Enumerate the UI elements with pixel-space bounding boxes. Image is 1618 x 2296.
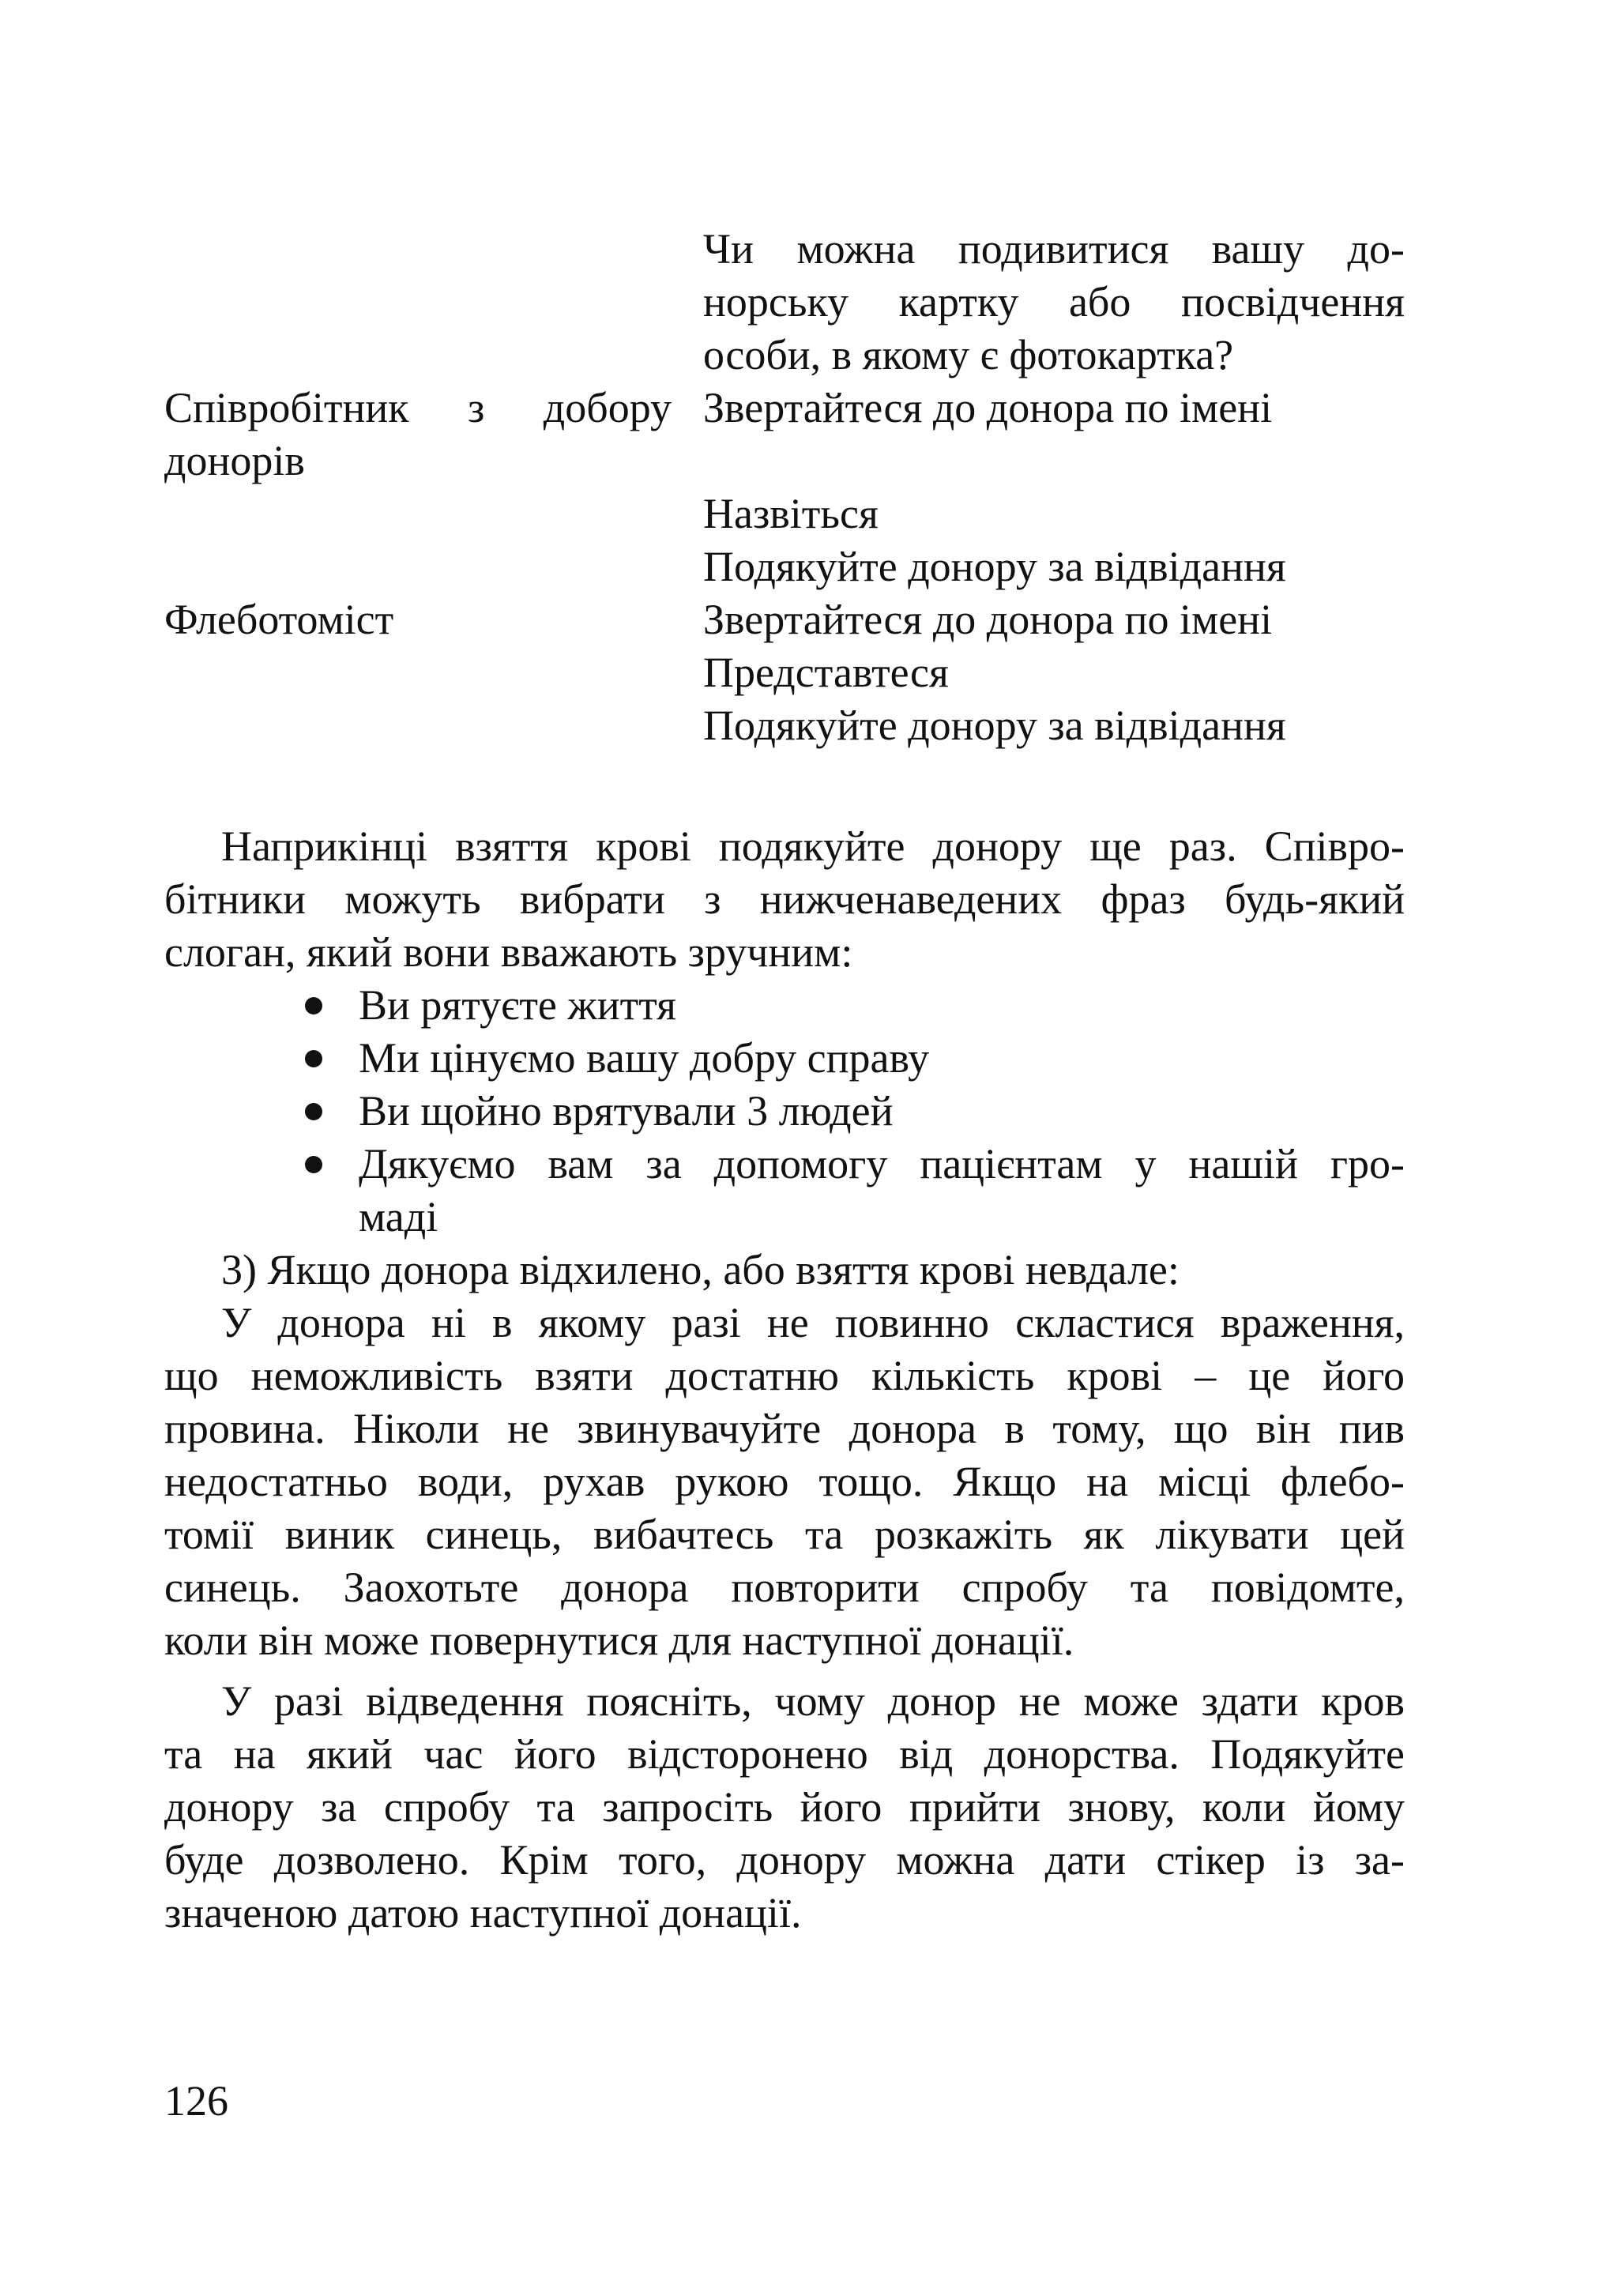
- paragraph-line: томії виник синець, вибачтесь та розкажіть як лікувати цей: [164, 1511, 1405, 1558]
- paragraph-line: коли він може повернутися для наступної донації.: [164, 1617, 1074, 1664]
- list-item: [164, 1085, 1405, 1138]
- question-line: Чи можна подивитися вашу до-: [703, 225, 1405, 273]
- paragraph-line: що неможливість взяти достатню кількість крові – це його: [164, 1352, 1405, 1399]
- table-row-recruiter: [164, 382, 1405, 593]
- list-item-text: Дякуємо вам за допомогу пацієнтам у нашій гро-: [359, 1140, 1405, 1188]
- list-item-text: Ви рятуєте життя: [359, 981, 676, 1029]
- table-cues-cell: [703, 593, 1405, 752]
- paragraph-line: слоган, який вони вважають зручним:: [164, 928, 853, 976]
- section-heading-point-3: 3) Якщо донора відхилено, або взяття крові невдале:: [221, 1246, 1180, 1293]
- list-item: [164, 1138, 1405, 1244]
- question-line: норську картку або посвідчення: [703, 278, 1405, 326]
- cue-line: Звертайтеся до донора по імені: [703, 384, 1273, 431]
- table-row-intro: [164, 223, 1405, 382]
- paragraph-line: синець. Заохотьте донора повторити спробу та повідомте,: [164, 1564, 1405, 1611]
- table-question-cell: [703, 223, 1405, 382]
- role-label-line: донорів: [164, 437, 305, 484]
- role-label-line: Флеботоміст: [164, 596, 394, 643]
- cue-line: Назвіться: [703, 490, 879, 537]
- bullet-icon: [305, 1156, 322, 1173]
- table-role-cell: [164, 382, 672, 593]
- paragraph-rejection: [164, 1297, 1405, 1667]
- bullet-icon: [305, 997, 322, 1014]
- paragraph-line: значеною датою наступної донації.: [164, 1889, 802, 1937]
- question-line: особи, в якому є фотокартка?: [703, 331, 1234, 378]
- list-item-text: маді: [359, 1193, 438, 1240]
- paragraph-closing-thanks: [164, 820, 1405, 1940]
- list-item: [164, 979, 1405, 1032]
- cue-line: Звертайтеся до донора по імені: [703, 596, 1273, 643]
- role-label-line: Співробітник з добору: [164, 384, 672, 431]
- table-role-cell-empty: [164, 223, 672, 382]
- paragraph-line: донору за спробу та запросіть його прийти знову, коли йому: [164, 1783, 1405, 1831]
- paragraph-line: У донора ні в якому разі не повинно скластися враження,: [221, 1299, 1405, 1346]
- list-item-text: Ви щойно врятували 3 людей: [359, 1087, 894, 1135]
- bullet-icon: [305, 1050, 322, 1067]
- table-cues-cell: [703, 382, 1405, 593]
- cue-line-blank: [703, 435, 1405, 487]
- paragraph-line: Наприкінці взяття крові подякуйте донору ще раз. Співро-: [221, 822, 1405, 870]
- cue-line: Подякуйте донору за відвідання: [703, 702, 1286, 749]
- paragraph-line: буде дозволено. Крім того, донору можна дати стікер із за-: [164, 1836, 1405, 1884]
- paragraph-line: та на який час його відсторонено від донорства. Подякуйте: [164, 1730, 1405, 1778]
- table-role-cell: [164, 593, 672, 752]
- paragraph-deferral: [164, 1675, 1405, 1940]
- list-item: [164, 1032, 1405, 1085]
- cue-line: Представтеся: [703, 649, 949, 696]
- slogan-list: [164, 979, 1405, 1244]
- staff-phrases-table: [164, 223, 1405, 752]
- bullet-icon: [305, 1103, 322, 1120]
- cue-line: Подякуйте донору за відвідання: [703, 543, 1286, 590]
- paragraph-line: недостатньо води, рухав рукою тощо. Якщо на місці флебо-: [164, 1458, 1405, 1505]
- paragraph-line: У разі відведення поясніть, чому донор не може здати кров: [221, 1677, 1405, 1725]
- paragraph-line: провина. Ніколи не звинувачуйте донора в тому, що він пив: [164, 1405, 1405, 1452]
- paragraph-line: бітники можуть вибрати з нижченаведених фраз будь-який: [164, 875, 1405, 923]
- table-row-phlebotomist: [164, 593, 1405, 752]
- page-number: 126: [164, 2077, 228, 2125]
- list-item-text: Ми цінуємо вашу добру справу: [359, 1034, 930, 1082]
